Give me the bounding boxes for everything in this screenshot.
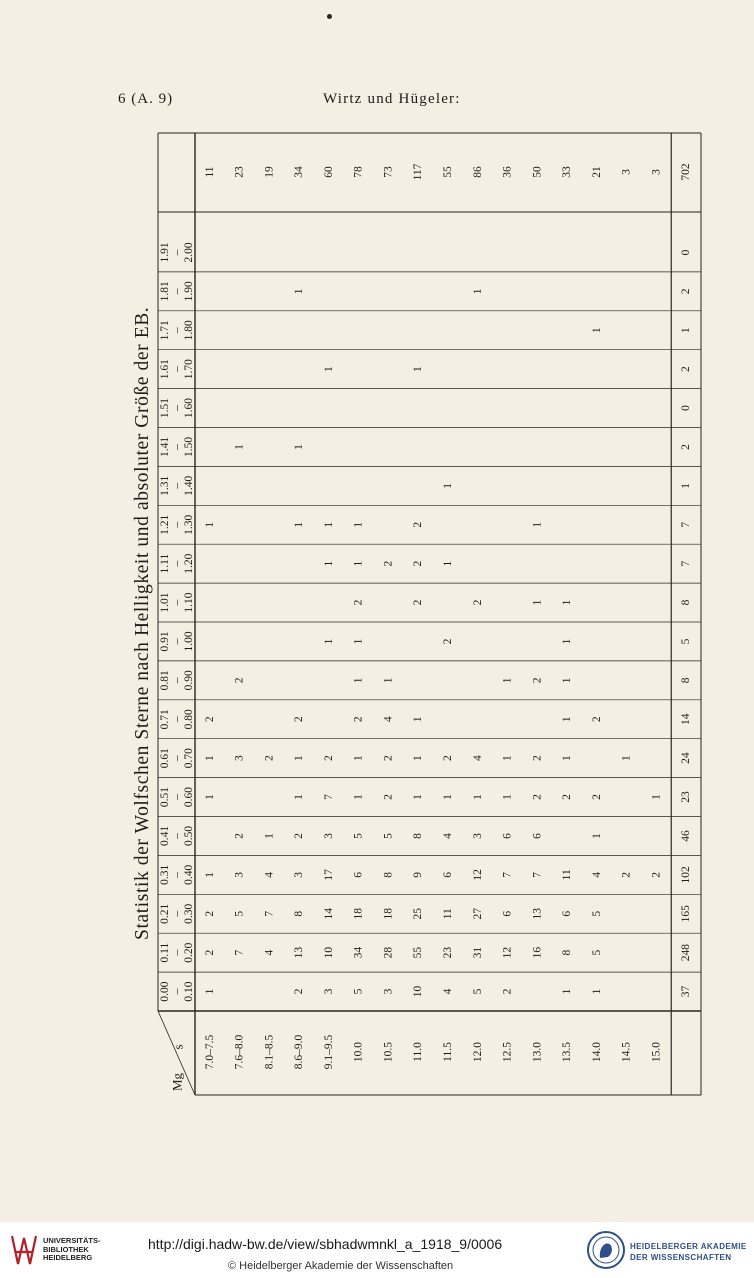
table-cell: 2 bbox=[293, 716, 306, 723]
s-range-to: 0.90 bbox=[183, 670, 195, 691]
s-range-to: 0.60 bbox=[183, 786, 195, 808]
table-cell: 2 bbox=[412, 521, 425, 528]
table-cell: 2 bbox=[471, 599, 484, 606]
table-cell: 1 bbox=[501, 755, 514, 762]
s-range-from: 1.01 bbox=[159, 592, 171, 613]
s-range-dash: – bbox=[171, 794, 183, 800]
row-total: 3 bbox=[650, 169, 663, 175]
table-cell: 2 bbox=[650, 871, 663, 878]
table-cell: 1 bbox=[561, 755, 574, 762]
table-cell: 1 bbox=[293, 794, 306, 800]
s-range-dash: – bbox=[171, 599, 183, 606]
s-range-from: 0.00 bbox=[159, 981, 171, 1002]
table-cell: 4 bbox=[471, 755, 484, 762]
table-cell: 2 bbox=[322, 755, 335, 762]
page-number-header: 6 (A. 9) bbox=[118, 91, 174, 107]
table-cell: 1 bbox=[561, 988, 574, 995]
table-cell: 3 bbox=[322, 988, 335, 995]
s-range-from: 1.51 bbox=[159, 397, 171, 419]
s-range-from: 0.51 bbox=[159, 786, 171, 808]
s-range-to: 1.40 bbox=[183, 475, 195, 496]
table-cell: 2 bbox=[531, 677, 544, 684]
library-logo-line: BIBLIOTHEK bbox=[43, 1244, 89, 1254]
table-cell: 5 bbox=[352, 988, 365, 995]
table-cell: 1 bbox=[293, 444, 306, 450]
table-cell: 6 bbox=[352, 871, 365, 878]
s-range-dash: – bbox=[171, 521, 183, 528]
table-cell: 5 bbox=[233, 910, 246, 917]
table-cell: 5 bbox=[590, 949, 603, 956]
column-total: 7 bbox=[680, 521, 693, 528]
column-total: 165 bbox=[680, 905, 693, 923]
table-cell: 2 bbox=[203, 716, 216, 723]
table-cell: 1 bbox=[501, 677, 514, 684]
table-cell: 18 bbox=[382, 908, 395, 920]
s-range-from: 1.31 bbox=[159, 475, 171, 496]
mg-label: 15.0 bbox=[650, 1041, 663, 1063]
s-range-from: 0.31 bbox=[159, 864, 171, 885]
table-cell: 1 bbox=[233, 444, 246, 450]
table-cell: 4 bbox=[263, 871, 276, 878]
table-cell: 4 bbox=[590, 871, 603, 878]
s-range-from: 1.61 bbox=[159, 359, 171, 380]
table-cell: 3 bbox=[322, 833, 335, 839]
table-cell: 1 bbox=[263, 833, 276, 839]
table-cell: 4 bbox=[382, 716, 395, 723]
table-cell: 2 bbox=[531, 755, 544, 762]
table-cell: 13 bbox=[531, 908, 544, 920]
table-cell: 2 bbox=[590, 794, 603, 800]
table-cell: 1 bbox=[412, 794, 425, 800]
table-cell: 8 bbox=[561, 949, 574, 956]
s-range-dash: – bbox=[171, 949, 183, 956]
s-range-dash: – bbox=[171, 755, 183, 762]
column-total: 0 bbox=[680, 249, 693, 256]
table-cell: 13 bbox=[293, 946, 306, 959]
s-range-from: 0.91 bbox=[159, 631, 171, 652]
table-cell: 2 bbox=[233, 677, 246, 684]
table-cell: 2 bbox=[352, 599, 365, 606]
row-total: 73 bbox=[382, 166, 395, 178]
table-cell: 2 bbox=[590, 716, 603, 723]
table-cell: 17 bbox=[322, 869, 335, 881]
table-cell: 34 bbox=[352, 946, 365, 959]
table-cell: 1 bbox=[561, 638, 574, 645]
table-cell: 1 bbox=[322, 560, 335, 567]
table-cell: 2 bbox=[442, 755, 454, 762]
table-cell: 2 bbox=[233, 833, 246, 839]
column-total: 2 bbox=[680, 444, 693, 450]
s-range-from: 0.61 bbox=[159, 748, 171, 769]
table-cell: 2 bbox=[412, 599, 425, 606]
table-cell: 3 bbox=[233, 755, 246, 762]
table-cell: 1 bbox=[322, 521, 335, 528]
s-range-dash: – bbox=[171, 910, 183, 917]
table-cell: 6 bbox=[531, 833, 544, 839]
table-cell: 1 bbox=[322, 638, 335, 645]
column-total: 8 bbox=[680, 599, 693, 606]
table-cell: 1 bbox=[442, 560, 454, 567]
table-cell: 1 bbox=[620, 755, 633, 762]
grand-total: 702 bbox=[680, 163, 693, 181]
table-cell: 8 bbox=[293, 910, 306, 917]
table-cell: 14 bbox=[322, 908, 335, 920]
table-cell: 3 bbox=[233, 871, 246, 878]
row-total: 36 bbox=[501, 166, 514, 178]
table-cell: 4 bbox=[442, 833, 454, 839]
table-cell: 1 bbox=[293, 755, 306, 762]
s-range-from: 0.71 bbox=[159, 709, 171, 730]
mg-label: 7.0–7.5 bbox=[203, 1034, 216, 1070]
s-range-from: 1.21 bbox=[159, 514, 171, 535]
mg-label: 14.0 bbox=[590, 1041, 603, 1063]
row-total: 23 bbox=[233, 166, 246, 178]
row-total: 55 bbox=[442, 166, 454, 178]
s-range-to: 1.80 bbox=[183, 320, 195, 341]
s-range-dash: – bbox=[171, 249, 183, 256]
row-total: 21 bbox=[590, 166, 603, 178]
s-range-from: 1.11 bbox=[159, 553, 171, 574]
table-cell: 1 bbox=[412, 755, 425, 762]
table-cell: 23 bbox=[442, 946, 454, 959]
table-cell: 4 bbox=[263, 949, 276, 956]
table-cell: 1 bbox=[352, 755, 365, 762]
s-range-to: 0.70 bbox=[183, 748, 195, 769]
table-cell: 1 bbox=[471, 288, 484, 295]
table-cell: 1 bbox=[561, 677, 574, 684]
table-cell: 1 bbox=[352, 794, 365, 800]
s-range-dash: – bbox=[171, 638, 183, 645]
column-total: 5 bbox=[680, 638, 693, 645]
table-cell: 6 bbox=[501, 910, 514, 917]
mg-label: 9.1–9.5 bbox=[322, 1034, 335, 1070]
s-range-dash: – bbox=[171, 871, 183, 878]
table-cell: 7 bbox=[501, 871, 514, 878]
s-range-dash: – bbox=[171, 988, 183, 995]
mg-label: 8.1–8.5 bbox=[263, 1034, 276, 1070]
mg-label: 12.5 bbox=[501, 1041, 514, 1063]
s-range-to: 0.40 bbox=[183, 864, 195, 885]
column-total: 8 bbox=[680, 677, 693, 684]
s-range-dash: – bbox=[171, 482, 183, 489]
column-total: 14 bbox=[680, 713, 693, 725]
table-cell: 6 bbox=[501, 833, 514, 839]
mg-label: 14.5 bbox=[620, 1041, 633, 1063]
table-cell: 3 bbox=[471, 833, 484, 839]
s-range-to: 1.20 bbox=[183, 553, 195, 574]
table-cell: 55 bbox=[412, 946, 425, 959]
mg-label: 11.0 bbox=[412, 1042, 425, 1062]
mg-label: 13.5 bbox=[561, 1041, 574, 1063]
s-range-to: 1.10 bbox=[183, 592, 195, 613]
row-total: 19 bbox=[263, 166, 276, 178]
column-total: 2 bbox=[680, 366, 693, 373]
table-cell: 2 bbox=[263, 755, 276, 762]
row-total: 33 bbox=[561, 166, 574, 178]
mg-label: 8.6–9.0 bbox=[293, 1034, 306, 1070]
table-cell: 1 bbox=[203, 871, 216, 878]
s-range-dash: – bbox=[171, 444, 183, 450]
table-cell: 1 bbox=[203, 794, 216, 800]
s-range-to: 2.00 bbox=[183, 242, 195, 263]
table-cell: 2 bbox=[531, 794, 544, 800]
table-cell: 7 bbox=[263, 910, 276, 917]
table-cell: 1 bbox=[203, 521, 216, 528]
table-cell: 7 bbox=[322, 794, 335, 800]
table-cell: 1 bbox=[561, 716, 574, 723]
table-cell: 3 bbox=[382, 988, 395, 995]
s-range-dash: – bbox=[171, 716, 183, 723]
table-cell: 1 bbox=[322, 366, 335, 373]
s-range-from: 1.41 bbox=[159, 436, 171, 458]
table-cell: 1 bbox=[293, 521, 306, 528]
s-range-from: 1.91 bbox=[159, 242, 171, 263]
table-cell: 2 bbox=[203, 949, 216, 956]
table-cell: 2 bbox=[293, 988, 306, 995]
mg-label: 12.0 bbox=[471, 1041, 484, 1063]
corner-s-label: s bbox=[170, 1044, 186, 1050]
s-range-to: 1.50 bbox=[183, 436, 195, 458]
s-range-to: 0.30 bbox=[183, 903, 195, 924]
table-cell: 1 bbox=[352, 560, 365, 567]
table-cell: 1 bbox=[203, 988, 216, 995]
column-total: 2 bbox=[680, 288, 693, 295]
column-total: 0 bbox=[680, 405, 693, 411]
table-cell: 25 bbox=[412, 908, 425, 920]
column-total: 23 bbox=[680, 791, 693, 803]
table-cell: 11 bbox=[561, 869, 574, 881]
table-cell: 2 bbox=[501, 988, 514, 995]
table-cell: 11 bbox=[442, 908, 454, 920]
table-cell: 1 bbox=[501, 794, 514, 800]
column-total: 248 bbox=[680, 944, 693, 962]
column-total: 37 bbox=[680, 985, 693, 998]
s-range-dash: – bbox=[171, 405, 183, 411]
table-cell: 10 bbox=[322, 946, 335, 959]
row-total: 34 bbox=[293, 166, 306, 178]
table-cell: 12 bbox=[501, 946, 514, 959]
table-cell: 6 bbox=[442, 871, 454, 878]
s-range-to: 0.50 bbox=[183, 825, 195, 847]
mg-label: 10.0 bbox=[352, 1041, 365, 1063]
s-range-to: 0.10 bbox=[183, 981, 195, 1002]
table-cell: 6 bbox=[561, 910, 574, 917]
academy-seal-icon bbox=[586, 1230, 626, 1270]
column-total: 1 bbox=[680, 482, 693, 489]
table-cell: 28 bbox=[382, 946, 395, 959]
table-title: Statistik der Wolfschen Sterne nach Helligkeit und absoluter Größe der EB. bbox=[132, 306, 153, 940]
table-cell: 2 bbox=[561, 794, 574, 800]
s-range-to: 0.80 bbox=[183, 709, 195, 730]
table-cell: 1 bbox=[442, 482, 454, 489]
table-cell: 1 bbox=[561, 599, 574, 606]
s-range-from: 0.81 bbox=[159, 670, 171, 691]
library-logo-line: HEIDELBERG bbox=[43, 1253, 93, 1262]
table-cell: 1 bbox=[203, 755, 216, 762]
library-logo-line: UNIVERSITÄTS- bbox=[43, 1236, 101, 1245]
table-cell: 3 bbox=[293, 871, 306, 878]
table-cell: 2 bbox=[412, 560, 425, 567]
s-range-dash: – bbox=[171, 327, 183, 334]
row-total: 3 bbox=[620, 169, 633, 175]
table-cell: 1 bbox=[382, 677, 395, 684]
table-cell: 1 bbox=[531, 599, 544, 606]
table-cell: 27 bbox=[471, 908, 484, 920]
table-cell: 2 bbox=[442, 638, 454, 645]
table-cell: 1 bbox=[590, 988, 603, 995]
table-cell: 2 bbox=[382, 560, 395, 567]
s-range-from: 0.11 bbox=[159, 942, 171, 963]
s-range-to: 1.30 bbox=[183, 514, 195, 535]
table-cell: 1 bbox=[471, 794, 484, 800]
table-cell: 1 bbox=[650, 794, 663, 800]
s-range-from: 0.41 bbox=[159, 825, 171, 847]
s-range-from: 0.21 bbox=[159, 903, 171, 924]
table-cell: 2 bbox=[382, 794, 395, 800]
table-cell: 5 bbox=[382, 833, 395, 839]
library-logo-icon bbox=[8, 1232, 40, 1268]
mg-label: 11.5 bbox=[442, 1042, 454, 1062]
row-total: 78 bbox=[352, 166, 365, 178]
s-range-to: 1.60 bbox=[183, 397, 195, 419]
s-range-from: 1.81 bbox=[159, 281, 171, 302]
s-range-dash: – bbox=[171, 833, 183, 839]
table-cell: 4 bbox=[442, 988, 454, 995]
table-cell: 2 bbox=[352, 716, 365, 723]
column-total: 7 bbox=[680, 560, 693, 567]
mg-label: 10.5 bbox=[382, 1041, 395, 1063]
row-total: 50 bbox=[531, 166, 544, 178]
table-cell: 2 bbox=[293, 833, 306, 839]
table-cell: 2 bbox=[203, 910, 216, 917]
row-total: 86 bbox=[471, 166, 484, 178]
table-cell: 1 bbox=[590, 327, 603, 334]
s-range-dash: – bbox=[171, 677, 183, 684]
s-range-to: 1.70 bbox=[183, 359, 195, 380]
row-total: 11 bbox=[203, 166, 216, 178]
table-cell: 1 bbox=[293, 288, 306, 295]
table-cell: 10 bbox=[412, 985, 425, 998]
table-cell: 2 bbox=[382, 755, 395, 762]
table-cell: 9 bbox=[412, 871, 425, 878]
table-cell: 1 bbox=[412, 366, 425, 373]
corner-mg-label: Mg bbox=[169, 1072, 185, 1092]
s-range-dash: – bbox=[171, 366, 183, 373]
permalink-url[interactable]: http://digi.hadw-bw.de/view/sbhadwmnkl_a_1918_9/0006 bbox=[148, 1236, 503, 1252]
mg-label: 7.6–8.0 bbox=[233, 1034, 246, 1070]
s-range-to: 0.20 bbox=[183, 942, 195, 963]
table-cell: 8 bbox=[412, 833, 425, 839]
academy-logo-line: HEIDELBERGER AKADEMIE bbox=[630, 1242, 747, 1251]
table-cell: 7 bbox=[531, 871, 544, 878]
table-cell: 1 bbox=[352, 521, 365, 528]
copyright-notice: © Heidelberger Akademie der Wissenschaften bbox=[228, 1260, 454, 1272]
table-cell: 5 bbox=[471, 988, 484, 995]
s-range-dash: – bbox=[171, 560, 183, 567]
table-cell: 5 bbox=[590, 910, 603, 917]
table-cell: 5 bbox=[352, 833, 365, 839]
column-total: 102 bbox=[680, 866, 693, 884]
academy-logo-line: DER WISSENSCHAFTEN bbox=[630, 1253, 732, 1262]
s-range-dash: – bbox=[171, 288, 183, 295]
library-logo-text bbox=[43, 1237, 101, 1263]
academy-logo-text bbox=[630, 1241, 747, 1263]
table-cell: 18 bbox=[352, 908, 365, 920]
column-total: 46 bbox=[680, 830, 693, 842]
table-cell: 16 bbox=[531, 946, 544, 959]
table-cell: 31 bbox=[471, 946, 484, 959]
s-range-to: 1.90 bbox=[183, 281, 195, 302]
table-cell: 1 bbox=[352, 638, 365, 645]
s-range-to: 1.00 bbox=[183, 631, 195, 652]
row-total: 117 bbox=[412, 163, 425, 181]
table-cell: 1 bbox=[352, 677, 365, 684]
column-total: 1 bbox=[680, 327, 693, 334]
mg-label: 13.0 bbox=[531, 1041, 544, 1063]
table-cell: 7 bbox=[233, 949, 246, 956]
running-head-authors: Wirtz und Hügeler: bbox=[323, 91, 461, 107]
table-cell: 2 bbox=[620, 871, 633, 878]
table-cell: 1 bbox=[412, 716, 425, 723]
table-cell: 1 bbox=[531, 521, 544, 528]
table-cell: 12 bbox=[471, 869, 484, 881]
table-cell: 1 bbox=[442, 794, 454, 800]
s-range-from: 1.71 bbox=[159, 320, 171, 341]
column-total: 24 bbox=[680, 752, 693, 764]
table-cell: 8 bbox=[382, 871, 395, 878]
row-total: 60 bbox=[322, 166, 335, 178]
table-cell: 1 bbox=[590, 833, 603, 839]
